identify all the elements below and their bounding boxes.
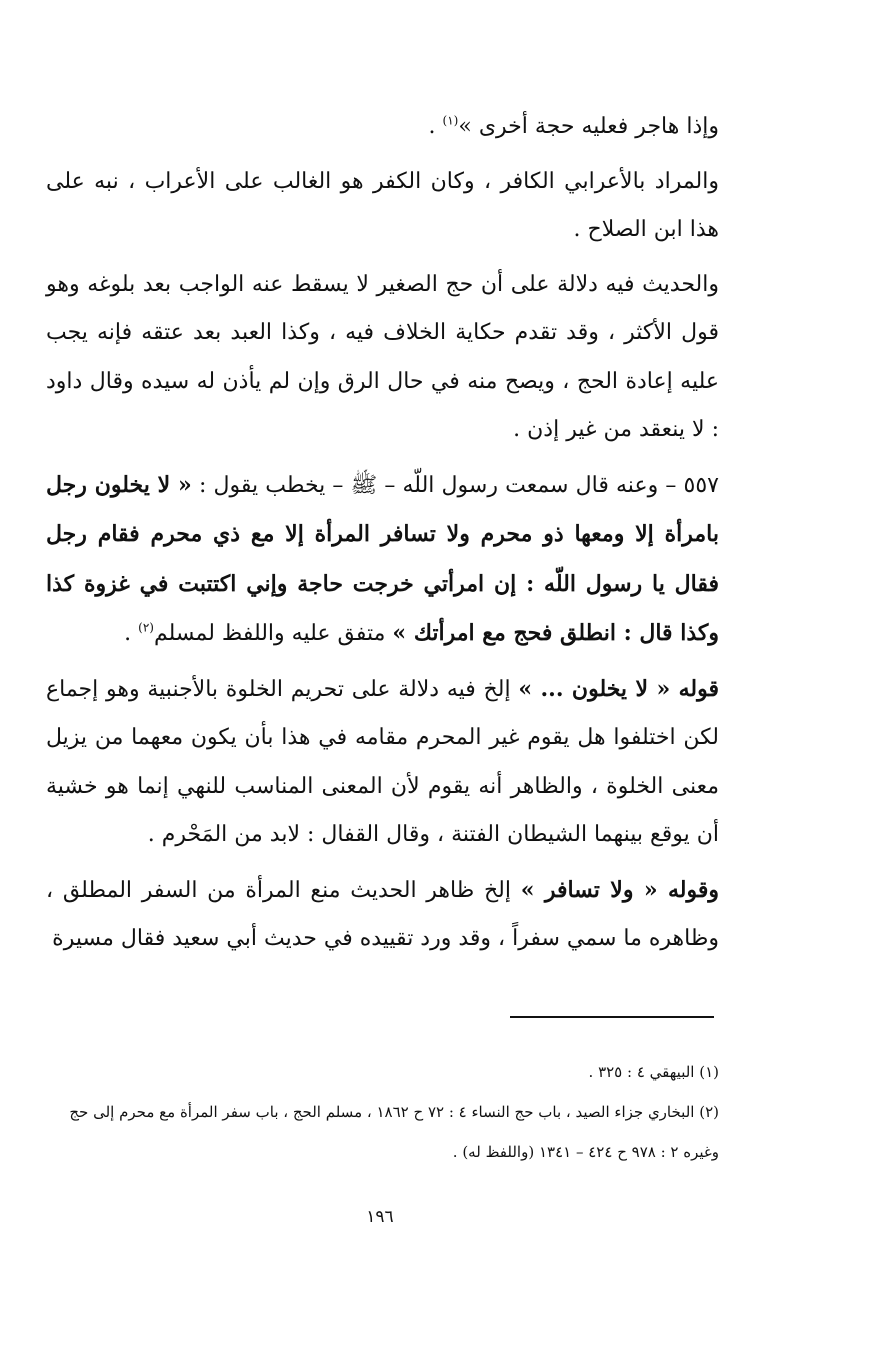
paragraph-1 [46, 103, 719, 152]
main-text [46, 103, 719, 970]
paragraph-6 [46, 866, 719, 964]
paragraph-1-end: . [428, 114, 443, 139]
paragraph-3: والحديث فيه دلالة على أن حج الصغير لا يسقط عنه الواجب بعد بلوغه وهو قول الأكثر ، وقد تقدم حكاية الخلاف فيه ، وكذا العبد بعد عتقه فإنه يجب عليه إعادة الحج ، ويصح منه في حال الرق وإن لم يأذن له سيده وقال داود : لا ينعقد من غير إذن . [46, 271, 719, 442]
footnote-1: (١) البيهقي ٤ : ٣٢٥ . [588, 1063, 719, 1081]
footnotes [46, 1052, 719, 1172]
paragraph-2: والمراد بالأعرابي الكافر ، وكان الكفر هو الغالب على الأعراب ، نبه على هذا ابن الصلاح . [46, 168, 719, 242]
hadith-tail: . [124, 621, 139, 646]
footnote-divider [510, 1016, 714, 1018]
hadith-text: « لا يخلون رجل بامرأة إلا ومعها ذو محرم ولا تسافر المرأة إلا مع ذي محرم فقام رجل فقال يا رسول اللّه : إن امرأتي خرجت حاجة وإني اكتتبت في غزوة كذا وكذا قال : انطلق فحج مع امرأتك » [46, 471, 719, 646]
footnote-ref-1[interactable]: (١) [442, 113, 459, 128]
paragraph-6-text: إلخ ظاهر الحديث منع المرأة من السفر المطلق ، وظاهره ما سمي سفراً ، وقد ورد تقييده في حديث أبي سعيد فقال مسيرة [46, 877, 719, 951]
paragraph-6-lead: وقوله « ولا تسافر » [520, 876, 719, 903]
paragraph-1-text: وإذا هاجر فعليه حجة أخرى » [458, 114, 719, 139]
footnote-ref-2[interactable]: (٢) [138, 620, 154, 635]
paragraph-5-lead: قوله « لا يخلون ... » [518, 675, 719, 702]
paragraph-5-text: إلخ فيه دلالة على تحريم الخلوة بالأجنبية وهو إجماع لكن اختلفوا هل يقوم غير المحرم مقامه في هذا بأن يكون معهما من يزيل معنى الخلوة ، والظاهر أنه يقوم لأن المعنى المناسب للنهي إنما هو خشية أن يوقع بينهما الشيطان الفتنة ، وقال القفال : لابد من المَحْرم . [46, 676, 719, 847]
paragraph-hadith [46, 461, 719, 659]
page-number: ١٩٦ [366, 1207, 394, 1227]
hadith-source: متفق عليه واللفظ لمسلم [153, 621, 393, 646]
paragraph-5 [46, 665, 719, 860]
hadith-intro: ٥٥٧ – وعنه قال سمعت رسول اللّه – ﷺ – يخطب يقول : [191, 472, 719, 498]
footnote-2: (٢) البخاري جزاء الصيد ، باب حج النساء ٤ : ٧٢ ح ١٨٦٢ ، مسلم الحج ، باب سفر المرأة مع محرم إلى حج وغيره ٢ : ٩٧٨ ح ٤٢٤ – ١٣٤١ (واللفظ له) . [69, 1103, 719, 1161]
